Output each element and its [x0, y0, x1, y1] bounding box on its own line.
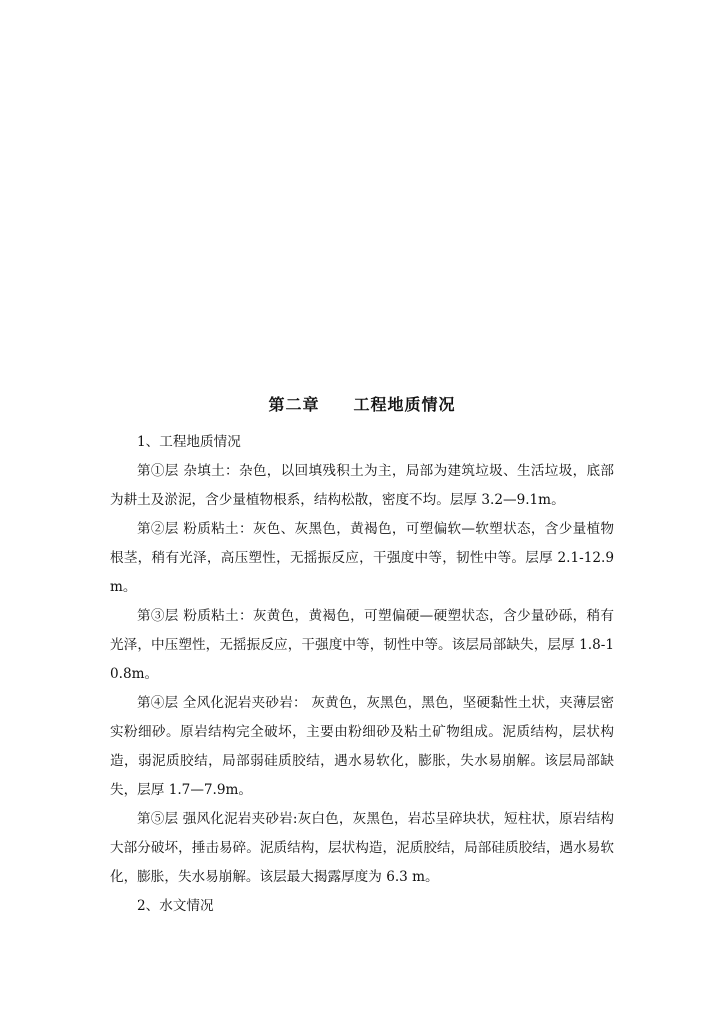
- section-heading-hydrology: 2、水文情况: [137, 898, 214, 914]
- document-body: [110, 428, 614, 921]
- paragraph-layer-3: 第③层 粉质粘土：灰黄色，黄褐色，可塑偏硬—硬塑状态，含少量砂砾，稍有光泽，中压塑性，无摇振反应，干强度中等，韧性中等。该层局部缺失，层厚 1.8-10.8m。: [110, 608, 614, 682]
- section-heading-geology: 1、工程地质情况: [137, 434, 241, 450]
- paragraph-layer-2: 第②层 粉质粘土：灰色、灰黑色，黄褐色，可塑偏软—软塑状态，含少量植物根茎，稍有光泽，高压塑性，无摇振反应，干强度中等，韧性中等。层厚 2.1-12.9m。: [110, 521, 614, 595]
- chapter-title: 第二章 工程地质情况: [268, 395, 456, 414]
- paragraph-layer-4: 第④层 全风化泥岩夹砂岩： 灰黄色，灰黑色，黑色，坚硬黏性土状，夹薄层密实粉细砂。原岩结构完全破坏，主要由粉细砂及粘土矿物组成。泥质结构，层状构造，弱泥质胶结，局部弱硅质胶结，遇水易软化，膨胀，失水易崩解。该层局部缺失，层厚 1.7—7.9m。: [110, 695, 614, 798]
- paragraph-layer-5: 第⑤层 强风化泥岩夹砂岩:灰白色，灰黑色，岩芯呈碎块状，短柱状，原岩结构大部分破坏，捶击易碎。泥质结构，层状构造，泥质胶结，局部硅质胶结，遇水易软化，膨胀，失水易崩解。该层最大揭露厚度为 6.3 m。: [110, 811, 614, 885]
- paragraph-layer-1: 第①层 杂填土：杂色，以回填残积土为主，局部为建筑垃圾、生活垃圾，底部为耕土及淤泥，含少量植物根系，结构松散，密度不均。层厚 3.2—9.1m。: [110, 463, 614, 508]
